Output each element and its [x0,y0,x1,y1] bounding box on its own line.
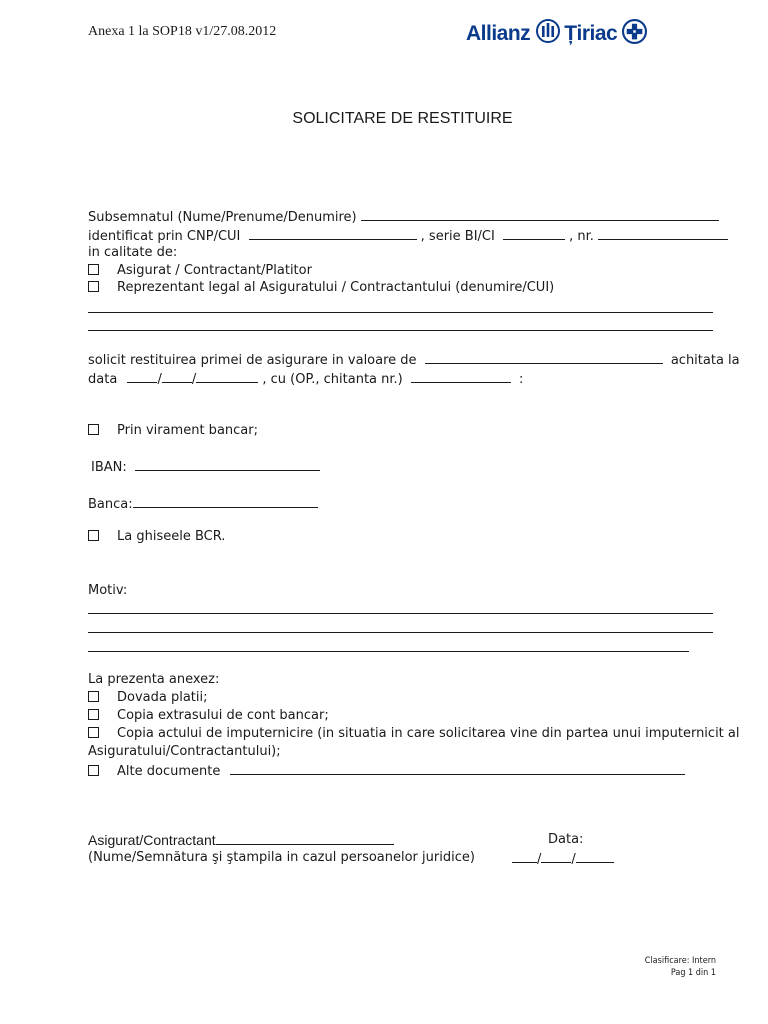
signature-field[interactable] [216,831,394,845]
date-separator: / [537,852,542,867]
attachment-label: Alte documente [117,764,221,779]
amount-field[interactable] [425,350,663,364]
signature-row [88,831,394,849]
attachment-item[interactable] [88,725,740,743]
request-text: solicit restituirea primei de asigurare in valoare de [88,353,417,368]
motiv-line[interactable] [88,632,713,633]
checkbox[interactable] [88,264,99,275]
other-documents-field[interactable] [230,761,685,775]
attachments-intro: La prezenta anexez: [88,672,220,687]
logo-text-left: Allianz [466,22,531,45]
allianz-eagle-icon [536,19,560,49]
classification-label: Clasificare: Intern [644,956,716,966]
option-bcr-counter[interactable] [88,528,225,546]
serie-label: , serie BI/CI [420,229,495,244]
checkbox[interactable] [88,530,99,541]
motiv-line[interactable] [88,651,689,652]
transfer-label: Prin virament bancar; [117,423,258,438]
date-separator: / [157,372,162,387]
subsemnatul-label: Subsemnatul (Nume/Prenume/Denumire) [88,210,357,225]
checkbox[interactable] [88,765,99,776]
motiv-line[interactable] [88,613,713,614]
calitate-label: in calitate de: [88,245,178,260]
form-title: SOLICITARE DE RESTITUIRE [292,110,513,127]
attachment-item[interactable] [88,707,329,725]
role-label: Reprezentant legal al Asiguratului / Contractantului (denumire/CUI) [117,280,555,295]
date-separator: / [571,852,576,867]
date-label: data [88,372,118,387]
attachment-label: Copia actului de imputernicire (in situatia in care solicitarea vine din partea unui imputernicit al [117,726,740,741]
role-option-reprezentant[interactable] [88,279,554,297]
name-field[interactable] [361,207,719,221]
reprezentant-details-line[interactable] [88,312,713,313]
payment-date-row [88,369,523,387]
paid-label: achitata la [670,353,740,368]
allianz-tiriac-logo [466,19,647,49]
iban-field[interactable] [135,457,320,471]
month-field[interactable] [162,369,192,383]
checkbox[interactable] [88,727,99,738]
year-field[interactable] [196,369,258,383]
page-number: Pag 1 din 1 [670,968,716,978]
sig-month-field[interactable] [541,849,571,863]
identification-row [88,226,728,244]
attachment-item[interactable] [88,689,208,707]
attachment-label: Copia extrasului de cont bancar; [117,708,329,723]
date-separator: / [191,372,197,387]
motiv-label: Motiv: [88,583,128,598]
signature-date-row [512,849,614,867]
role-label: Asigurat / Contractant/Platitor [117,263,312,278]
cnp-field[interactable] [249,226,417,240]
request-row [88,350,740,368]
signature-note: (Nume/Semnătura şi ştampila in cazul persoanelor juridice) [88,850,475,865]
banca-row [88,494,318,512]
attachment-continuation: Asiguratului/Contractantului); [88,744,281,759]
attachment-label: Dovada platii; [117,690,208,705]
sig-day-field[interactable] [512,849,537,863]
banca-field[interactable] [133,494,318,508]
op-label: , cu (OP., chitanta nr.) [262,372,403,387]
tiriac-cross-icon [622,19,647,50]
checkbox[interactable] [88,709,99,720]
nr-field[interactable] [598,226,728,240]
serie-field[interactable] [503,226,565,240]
iban-label: IBAN: [91,460,127,475]
sig-year-field[interactable] [576,849,614,863]
op-field[interactable] [411,369,511,383]
checkbox[interactable] [88,691,99,702]
request-colon: : [519,372,524,387]
banca-label: Banca: [88,497,133,512]
day-field[interactable] [127,369,157,383]
option-bank-transfer[interactable] [88,422,258,440]
iban-row [91,457,320,475]
signature-label: Asigurat/Contractant [88,832,216,848]
attachment-item-other[interactable] [88,761,685,779]
subsemnatul-row [88,207,719,225]
checkbox[interactable] [88,424,99,435]
cnp-label: identificat prin CNP/CUI [88,229,241,244]
signature-date-label: Data: [548,832,584,847]
checkbox[interactable] [88,281,99,292]
document-reference: Anexa 1 la SOP18 v1/27.08.2012 [88,24,277,39]
nr-label: , nr. [569,229,594,244]
role-option-asigurat[interactable] [88,262,312,280]
reprezentant-details-line[interactable] [88,330,713,331]
bcr-label: La ghiseele BCR. [117,529,226,544]
logo-text-right: Țiriac [564,22,618,45]
